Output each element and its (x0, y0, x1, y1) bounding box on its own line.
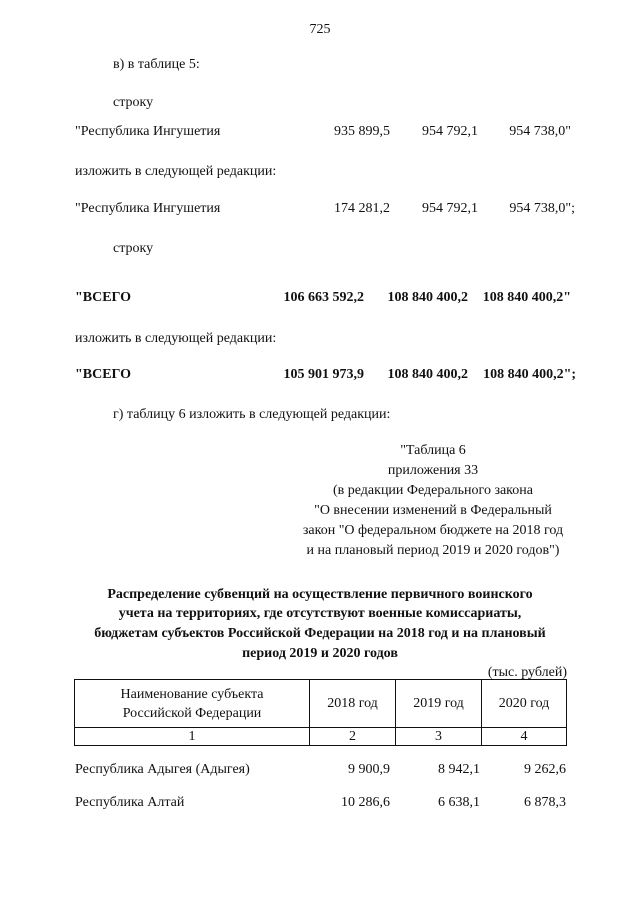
item-g: г) таблицу 6 изложить в следующей редакции: (113, 407, 391, 422)
row-value-2020: 6 878,3 (524, 795, 566, 810)
header-cell-name (75, 680, 310, 728)
appendix-line: (в редакции Федерального закона (333, 483, 533, 498)
row-name: Республика Адыгея (Адыгея) (75, 762, 250, 777)
appendix-line: "О внесении изменений в Федеральный (314, 503, 552, 518)
izlozhit-label: изложить в следующей редакции: (75, 164, 277, 179)
row-value-2018: 935 899,5 (334, 124, 390, 139)
table-title-line: учета на территориях, где отсутствуют военные комиссариаты, (118, 606, 522, 621)
row-value-2018: 105 901 973,9 (283, 367, 364, 382)
row-value-2019: 954 792,1 (422, 201, 478, 216)
stroku-label: строку (113, 95, 154, 110)
header-cell-2019: 2019 год (396, 680, 482, 728)
row-value-2019: 8 942,1 (438, 762, 480, 777)
row-value-2020: 954 738,0"; (509, 201, 575, 216)
row-value-2018: 10 286,6 (341, 795, 390, 810)
item-v: в) в таблице 5: (113, 57, 200, 72)
row-name: "Республика Ингушетия (75, 124, 221, 139)
row-name: "Республика Ингушетия (75, 201, 221, 216)
header-name-line: Наименование субъекта (120, 686, 264, 702)
row-value-2018: 9 900,9 (348, 762, 390, 777)
row-value-2019: 954 792,1 (422, 124, 478, 139)
table-title-line: Распределение субвенций на осуществление первичного воинского (107, 587, 533, 602)
row-value-2020: 9 262,6 (524, 762, 566, 777)
stroku-label: строку (113, 241, 154, 256)
row-value-2019: 108 840 400,2 (387, 290, 468, 305)
column-number: 3 (396, 728, 482, 746)
table-title-line: бюджетам субъектов Российской Федерации на 2018 год и на плановый (94, 626, 546, 641)
table-title-line: период 2019 и 2020 годов (242, 646, 398, 661)
row-value-2019: 6 638,1 (438, 795, 480, 810)
header-cell-2018: 2018 год (310, 680, 396, 728)
column-number: 4 (482, 728, 567, 746)
units-label: (тыс. рублей) (487, 665, 567, 680)
row-name: "ВСЕГО (75, 367, 132, 382)
header-name-line: Российской Федерации (122, 705, 262, 721)
izlozhit-label: изложить в следующей редакции: (75, 331, 277, 346)
header-cell-2020: 2020 год (482, 680, 567, 728)
column-number: 1 (75, 728, 310, 746)
column-number: 2 (310, 728, 396, 746)
appendix-line: закон "О федеральном бюджете на 2018 год (302, 523, 564, 538)
page-number: 725 (309, 22, 331, 37)
row-value-2019: 108 840 400,2 (387, 367, 468, 382)
row-value-2020: 108 840 400,2"; (483, 367, 576, 382)
appendix-line: приложения 33 (387, 463, 479, 478)
row-value-2018: 174 281,2 (334, 201, 390, 216)
row-value-2020: 954 738,0" (509, 124, 571, 139)
row-value-2020: 108 840 400,2" (482, 290, 571, 305)
appendix-line: и на плановый период 2019 и 2020 годов") (306, 543, 560, 558)
row-name: Республика Алтай (75, 795, 185, 810)
row-value-2018: 106 663 592,2 (283, 290, 364, 305)
appendix-line: "Таблица 6 (400, 443, 466, 458)
row-name: "ВСЕГО (75, 290, 132, 305)
table-header (74, 679, 567, 746)
